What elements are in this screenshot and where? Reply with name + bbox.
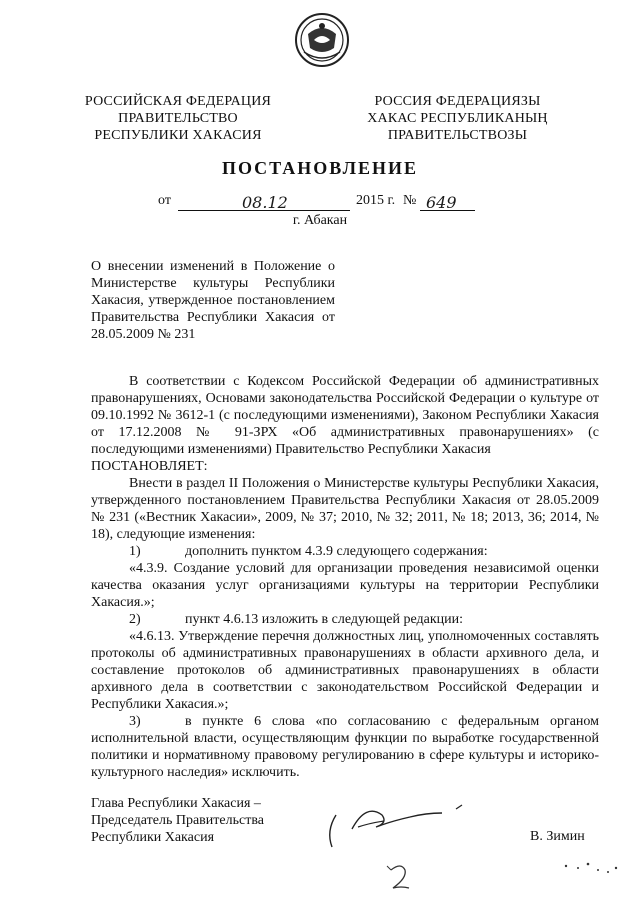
- scan-artifact-marks: [562, 858, 622, 878]
- coat-of-arms-emblem: [294, 12, 350, 68]
- handwritten-mark: [385, 862, 413, 894]
- header-left-line: РЕСПУБЛИКИ ХАКАСИЯ: [94, 128, 262, 143]
- date-from-label: от: [158, 193, 171, 208]
- signatory-position-line: Глава Республики Хакасия –: [91, 796, 261, 811]
- list-item-number: 1): [129, 544, 141, 559]
- number-handwritten: 649: [426, 193, 457, 212]
- list-item-text: пункт 4.6.13 изложить в следующей редакции:: [185, 612, 463, 627]
- list-item: [91, 611, 599, 628]
- year-text: 2015 г.: [356, 193, 396, 208]
- body-paragraph: В соответствии с Кодексом Российской Федерации об административных правонарушениях, Основами законодательства Российской Федерации о культуре от 09.10.1992 № 3612-1 (с последующими изменениями), Законом Республики Хакасия от 17.12.2008 № 91-ЗРХ «Об административных правонарушениях» (с последующими изменениями) Правительство Республики Хакасия: [91, 374, 599, 457]
- signatory-position: [91, 795, 321, 846]
- signatory-position-line: Председатель Правительства: [91, 813, 264, 828]
- document-subject: О внесении изменений в Положение о Министерстве культуры Республики Хакасия, утвержденное постановлением Правительства Республики Хакасия от 28.05.2009 № 231: [91, 259, 335, 342]
- header-left-line: ПРАВИТЕЛЬСТВО: [118, 111, 238, 126]
- header-right-line: РОССИЯ ФЕДЕРАЦИЯЗЫ: [374, 94, 541, 109]
- body-decree-word: ПОСТАНОВЛЯЕТ:: [91, 459, 208, 474]
- list-item-text: в пункте 6 слова «по согласованию с федеральным органом исполнительной власти, осуществляющим функции по выработке государственной политики и нормативному правовому регулированию в сфере культуры и историко-культурного наследия» исключить.: [91, 714, 599, 780]
- signatory-position-line: Республики Хакасия: [91, 830, 215, 845]
- quoted-text: «4.6.13. Утверждение перечня должностных лиц, уполномоченных составлять протоколы об административных правонарушениях в области архивного дела, и составление протоколов об административных правонарушениях в области архивного дела в соответствии с законодательством Российской Федерации и Республики Хакасия.»;: [91, 629, 599, 712]
- signatory-name: В. Зимин: [530, 829, 585, 844]
- header-right-line: ХАКАС РЕСПУБЛИКАНЫҢ: [367, 111, 548, 126]
- list-item-text: дополнить пунктом 4.3.9 следующего содержания:: [185, 544, 488, 559]
- handwritten-signature: [322, 793, 472, 853]
- header-right-line: ПРАВИТЕЛЬСТВОЗЫ: [387, 128, 528, 143]
- header-left: [78, 93, 278, 144]
- list-item-number: 2): [129, 612, 141, 627]
- quoted-text: «4.3.9. Создание условий для организации проведения независимой оценки качества оказания услуг организациями культуры на территории Республики Хакасия.»;: [91, 561, 599, 610]
- list-item: [91, 543, 599, 560]
- header-left-line: РОССИЙСКАЯ ФЕДЕРАЦИЯ: [84, 94, 272, 109]
- date-handwritten: 08.12: [242, 193, 288, 212]
- city: г. Абакан: [292, 213, 348, 228]
- number-label: №: [403, 193, 417, 208]
- document-body: [91, 373, 599, 781]
- document-title: ПОСТАНОВЛЕНИЕ: [221, 158, 419, 178]
- date-line: [158, 193, 488, 213]
- body-paragraph: Внести в раздел II Положения о Министерстве культуры Республики Хакасия, утвержденного постановлением Правительства Республики Хакасия от 28.05.2009 № 231 («Вестник Хакасии», 2009, № 37; 2010, № 32; 2011, № 18; 2013, 36; 2014, № 18), следующие изменения:: [91, 476, 599, 542]
- header-right: [355, 93, 560, 144]
- list-item: [91, 713, 599, 781]
- list-item-number: 3): [129, 714, 141, 729]
